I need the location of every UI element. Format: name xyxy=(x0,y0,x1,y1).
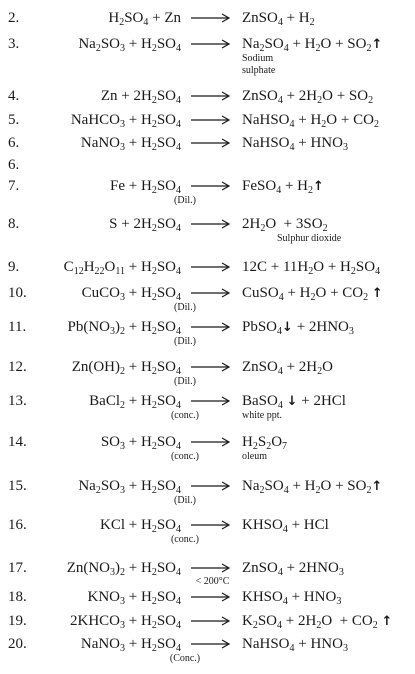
reaction-row xyxy=(0,611,415,631)
reactants: NaNO$_3$ + $H_2SO_4$ xyxy=(80,636,181,654)
reaction-row xyxy=(0,391,415,421)
reactants: $KNO_3 + H_2SO_4$ xyxy=(87,589,181,607)
reaction-arrow-icon xyxy=(189,286,234,300)
reactant-condition-note: (Dil.) xyxy=(174,195,196,206)
reactant-condition-note: (conc.) xyxy=(170,410,200,421)
reactants: $2KHCO_3 + H_2SO_4$ xyxy=(70,613,181,631)
reactants: $S + 2H_2SO_4$ xyxy=(109,216,181,234)
reactants: KCl + $H_2SO_4$ xyxy=(100,517,181,535)
reactant-condition-note: (Dil.) xyxy=(174,302,196,313)
reaction-row xyxy=(0,214,415,244)
reaction-arrow-icon xyxy=(189,394,234,408)
reaction-arrow-icon xyxy=(189,518,234,532)
reactants: $Zn + 2H_2SO_4$ xyxy=(100,88,181,106)
reaction-row xyxy=(0,283,415,313)
reaction-arrow-icon xyxy=(189,89,234,103)
reaction-arrow-icon xyxy=(189,260,234,274)
reaction-row xyxy=(0,476,415,506)
reaction-row xyxy=(0,86,415,106)
product-note: Sulphur dioxide xyxy=(242,233,342,244)
reaction-number: 7. xyxy=(8,178,20,194)
reactant-condition-note: (Dil.) xyxy=(174,376,196,387)
reaction-row xyxy=(0,317,415,347)
reactant-condition-note: (conc.) xyxy=(170,534,200,545)
reaction-number: 12. xyxy=(8,359,27,375)
reaction-row xyxy=(0,257,415,277)
reaction-number: 2. xyxy=(8,10,20,26)
products: NaHSO$_4$ + $HNO_3$ xyxy=(242,135,348,153)
products: ZnSO$_4$ + $H_2$ xyxy=(242,10,315,28)
reaction-number: 20. xyxy=(8,636,27,652)
products: $KHSO_4$ + HCl xyxy=(242,517,329,535)
reactant-condition-note: (Conc.) xyxy=(169,653,201,664)
products: $Na_2SO_4 + H_2O$ + $SO_2↑$ xyxy=(242,36,383,54)
reaction-row xyxy=(0,34,415,76)
reactants: $Zn(NO_3)_2 + H_2SO_4$ xyxy=(66,560,181,578)
reaction-number: 17. xyxy=(8,560,27,576)
reaction-arrow-icon xyxy=(189,360,234,374)
reaction-arrow-icon xyxy=(189,136,234,150)
products: $K_2SO_4 + 2H_2O + CO_2$ ↑ xyxy=(242,613,393,631)
products: ZnSO$_4$ + $2H_2O$ xyxy=(242,359,333,377)
reaction-number: 10. xyxy=(8,285,27,301)
reaction-arrow-icon xyxy=(189,614,234,628)
products: $KHSO_4 + HNO_3$ xyxy=(242,589,342,607)
reaction-row xyxy=(0,432,415,462)
reaction-row xyxy=(0,8,415,28)
reaction-arrow-icon xyxy=(189,37,234,51)
reaction-number: 11. xyxy=(8,319,27,335)
reaction-row xyxy=(0,110,415,130)
reactant-condition-note: (Dil.) xyxy=(174,336,196,347)
products: NaHSO$_4$ + $H_2O + CO_2$ xyxy=(242,112,379,130)
products: ZnSO$_4$ + $2HNO_3$ xyxy=(242,560,344,578)
reaction-arrow-icon xyxy=(189,113,234,127)
reaction-number: 4. xyxy=(8,88,20,104)
reactants: $H_2SO_4 + Zn$ xyxy=(108,10,181,28)
products: FeSO$_4$ + $H_2↑$ xyxy=(242,178,324,196)
products: $12C + 11H_2O + H_2SO_4$ xyxy=(242,259,381,277)
reaction-row xyxy=(0,634,415,664)
reaction-arrow-icon xyxy=(189,11,234,25)
reaction-condition: < 200°C xyxy=(195,576,230,587)
reactants: $Na_2SO_3 + H_2SO_4$ xyxy=(78,36,181,54)
reaction-number: 15. xyxy=(8,478,27,494)
reaction-row xyxy=(0,357,415,387)
reactants: BaCl$_2$ + $H_2SO_4$ xyxy=(89,393,181,411)
reaction-arrow-icon xyxy=(189,561,234,575)
reactants: CuCO$_3$ + $H_2SO_4$ xyxy=(81,285,181,303)
reaction-arrow-icon xyxy=(189,435,234,449)
products: BaSO$_4$ ↓ + 2HCl xyxy=(242,393,346,411)
reaction-row xyxy=(0,576,415,607)
product-note: white ppt. xyxy=(242,410,282,421)
products: NaHSO$_4$ + $HNO_3$ xyxy=(242,636,348,654)
reaction-row xyxy=(0,155,415,175)
reaction-number: 3. xyxy=(8,36,20,52)
products: $Na_2SO_4 + H_2O$ + $SO_2↑$ xyxy=(242,478,383,496)
products: $H_2S_2O_7$ xyxy=(242,434,288,452)
reaction-arrow-icon xyxy=(189,637,234,651)
reaction-number: 6. xyxy=(8,135,20,151)
reaction-arrow-icon xyxy=(189,320,234,334)
reaction-number: 16. xyxy=(8,517,27,533)
product-note: Sodium sulphate xyxy=(242,53,276,76)
reaction-number: 13. xyxy=(8,393,27,409)
reactants: NaHCO$_3$ + $H_2SO_4$ xyxy=(70,112,181,130)
reaction-row xyxy=(0,515,415,545)
reaction-number: 6. xyxy=(8,157,20,173)
reactants: NaNO$_3$ + $H_2SO_4$ xyxy=(80,135,181,153)
reaction-row xyxy=(0,176,415,206)
products: $2H_2O + 3SO_2$ xyxy=(242,216,328,234)
reaction-arrow-icon xyxy=(189,179,234,193)
reaction-number: 9. xyxy=(8,259,20,275)
reaction-arrow-icon xyxy=(189,217,234,231)
products: ZnSO$_4$ + $2H_2O + SO_2$ xyxy=(242,88,374,106)
reactants: $C_{12}H_{22}O_{11} + H_2SO_4$ xyxy=(63,259,181,277)
reaction-number: 14. xyxy=(8,434,27,450)
product-note: oleum xyxy=(242,451,267,462)
reactant-condition-note: (Dil.) xyxy=(174,495,196,506)
reactants: $Na_2SO_3 + H_2SO_4$ xyxy=(78,478,181,496)
reactants: $Pb(NO_3)_2 + H_2SO_4$ xyxy=(67,319,181,337)
reactants: $SO_3 + H_2SO_4$ xyxy=(100,434,181,452)
reactant-condition-note: (conc.) xyxy=(170,451,200,462)
products: PbSO$_4$↓ + $2HNO_3$ xyxy=(242,319,354,337)
reactants: $Fe + H_2SO_4$ xyxy=(110,178,181,196)
products: CuSO$_4$ + $H_2O + CO_2$ ↑ xyxy=(242,285,383,303)
reaction-number: 19. xyxy=(8,613,27,629)
reactants: $Zn(OH)_2 + H_2SO_4$ xyxy=(71,359,181,377)
reaction-number: 5. xyxy=(8,112,20,128)
reaction-row xyxy=(0,558,415,578)
reaction-arrow-icon xyxy=(189,479,234,493)
reaction-number: 18. xyxy=(8,589,27,605)
reaction-row xyxy=(0,133,415,153)
reaction-arrow-icon xyxy=(189,590,234,604)
reaction-number: 8. xyxy=(8,216,20,232)
